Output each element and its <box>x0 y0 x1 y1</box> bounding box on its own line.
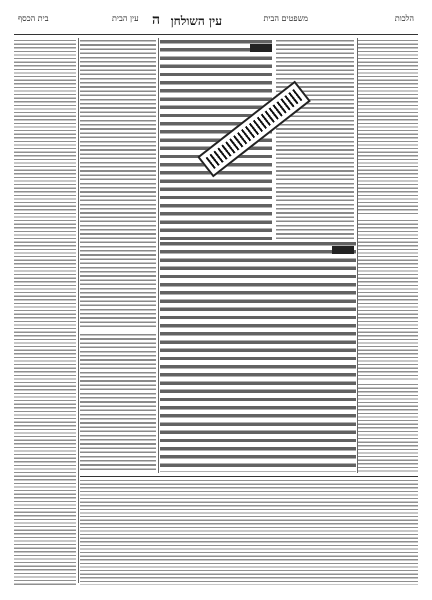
bottom-commentary <box>80 480 418 585</box>
page-title: עין השולחן <box>170 14 222 28</box>
folio-number: ה <box>152 12 161 28</box>
right-commentary-middle <box>358 220 418 380</box>
text-lines <box>80 40 156 330</box>
column-divider <box>158 38 159 473</box>
section-opening-word <box>332 246 354 254</box>
text-lines <box>160 242 356 472</box>
text-lines <box>358 384 418 472</box>
header-center-right-label: משפטים הבית <box>263 14 308 23</box>
running-header <box>14 10 418 36</box>
left-inner-commentary <box>80 40 156 330</box>
right-inner-commentary <box>276 40 354 240</box>
text-lines <box>276 40 354 240</box>
footnote-rule <box>80 476 418 477</box>
right-commentary-lower <box>358 384 418 472</box>
left-inner-commentary-lower <box>80 334 156 472</box>
page <box>14 10 418 588</box>
opening-word <box>250 44 272 52</box>
header-left-label: בית הכסף <box>18 14 49 23</box>
text-lines <box>358 40 418 215</box>
text-lines <box>80 334 156 472</box>
header-right-label: הלכות <box>394 14 414 23</box>
column-divider <box>357 38 358 473</box>
header-rule <box>14 34 418 35</box>
text-lines <box>80 480 418 585</box>
text-lines <box>358 220 418 380</box>
text-lines <box>14 40 76 585</box>
main-text-lower <box>160 242 356 472</box>
header-left2-label: עין הבית <box>112 14 139 23</box>
right-commentary-top <box>358 40 418 215</box>
column-divider <box>78 38 79 583</box>
left-commentary-column <box>14 40 76 585</box>
